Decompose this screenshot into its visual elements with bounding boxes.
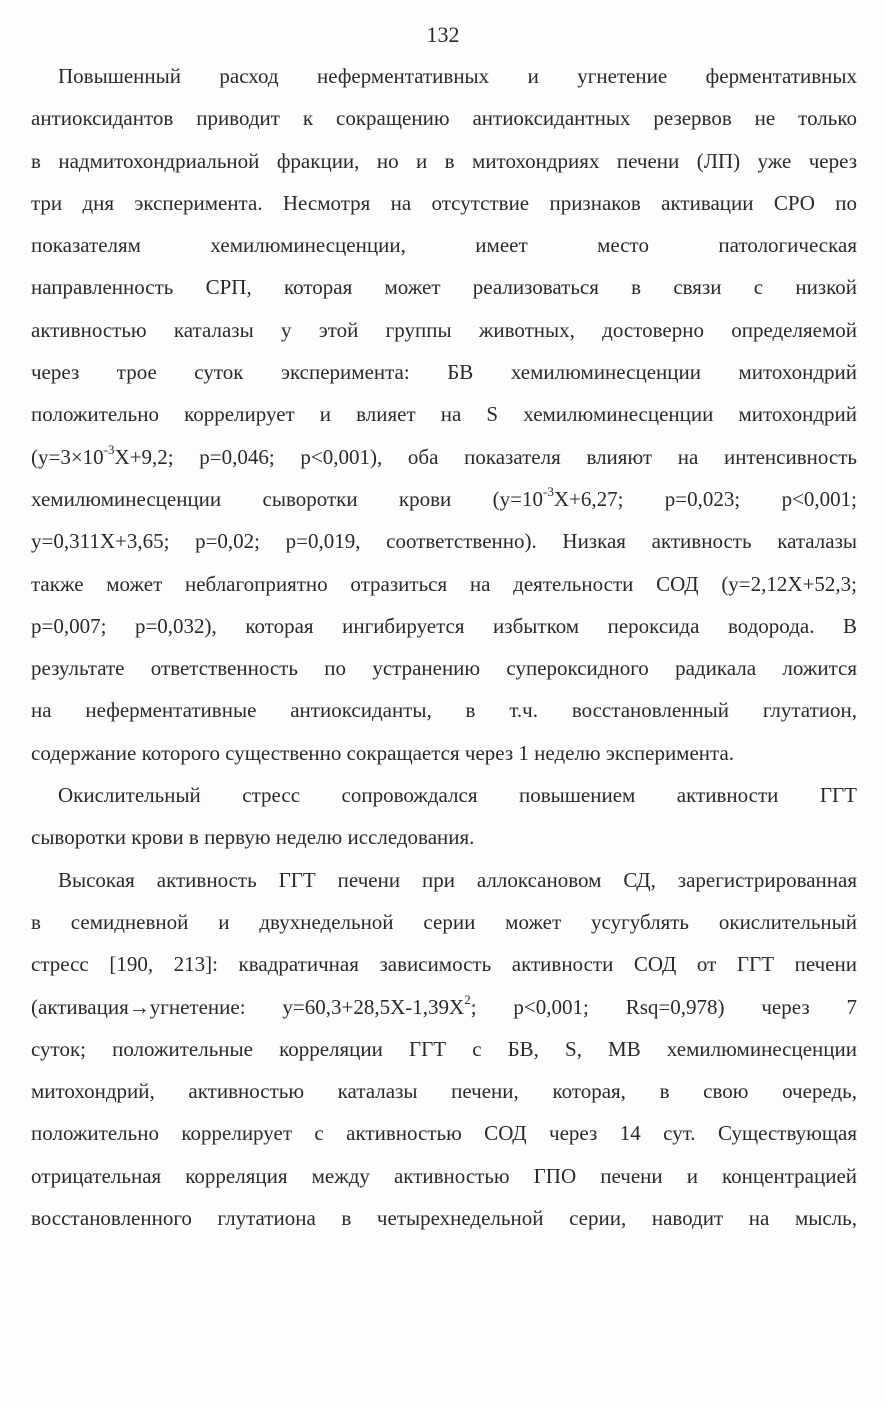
text-line: отрицательная корреляция между активностью ГПО печени и концентрацией (31, 1163, 857, 1188)
text-line: Высокая активность ГГТ печени при аллоксановом СД, зарегистрированная (58, 867, 857, 892)
text-line: также может неблагоприятно отразиться на деятельности СОД (y=2,12X+52,3; (31, 571, 857, 596)
text-line: направленность СРП, которая может реализоваться в связи с низкой (31, 275, 857, 300)
text-line: в семидневной и двухнедельной серии может усугублять окислительный (31, 909, 857, 934)
text-line: результате ответственность по устранению супероксидного радикала ложится (31, 656, 857, 681)
paragraph-3 (31, 859, 857, 1240)
text-line: Повышенный расход неферментативных и угнетение ферментативных (58, 64, 857, 88)
paragraph-1 (31, 55, 857, 774)
text-line: показателям хемилюминесценции, имеет место патологическая (31, 233, 857, 258)
body-text (31, 55, 857, 1239)
text-line: ($y=3\times 10^{-3}X+9,2$; p=0,046; p<0,001), оба показателя влияют на интенсивность (31, 441, 857, 469)
text-line: антиоксидантов приводит к сокращению антиоксидантных резервов не только (31, 106, 857, 131)
text-line: стресс [190, 213]: квадратичная зависимость активности СОД от ГГТ печени (31, 952, 857, 977)
text-line: три дня эксперимента. Несмотря на отсутствие признаков активации СРО по (31, 190, 857, 215)
text-line: в надмитохондриальной фракции, но и в митохондриях печени (ЛП) уже через (31, 148, 857, 173)
text-line: Окислительный стресс сопровождался повышением активности ГГТ (58, 783, 857, 808)
paragraph-2 (31, 774, 857, 859)
text-line: положительно коррелирует и влияет на S хемилюминесценции митохондрий (31, 402, 857, 427)
text-line: активностью каталазы у этой группы животных, достоверно определяемой (31, 317, 857, 342)
text-line: митохондрий, активностью каталазы печени, которая, в свою очередь, (31, 1079, 857, 1104)
text-line: y=0,311X+3,65; p=0,02; p=0,019, соответственно). Низкая активность каталазы (31, 529, 857, 554)
text-line: (активация→угнетение: $y=60,3+28,5X-1,39X^2$; p<0,001; Rsq=0,978) через 7 (31, 991, 857, 1019)
text-line: на неферментативные антиоксиданты, в т.ч. восстановленный глутатион, (31, 698, 857, 723)
page-number: 132 (426, 22, 460, 47)
text-line: суток; положительные корреляции ГГТ с БВ, S, МВ хемилюминесценции (31, 1036, 857, 1061)
text-line: хемилюминесценции сыворотки крови ($y=10^{-3}X+6,27$; p=0,023; p<0,001; (31, 483, 857, 511)
text-line: содержание которого существенно сокращается через 1 неделю эксперимента. (31, 740, 735, 765)
text-line: p=0,007; p=0,032), которая ингибируется избытком пероксида водорода. В (31, 613, 857, 638)
text-line: восстановленного глутатиона в четырехнедельной серии, наводит на мысль, (31, 1206, 857, 1231)
text-line: сыворотки крови в первую неделю исследования. (31, 825, 475, 850)
text-line: через трое суток эксперимента: БВ хемилюминесценции митохондрий (31, 360, 857, 385)
text-line: положительно коррелирует с активностью СОД через 14 сут. Существующая (31, 1121, 857, 1146)
